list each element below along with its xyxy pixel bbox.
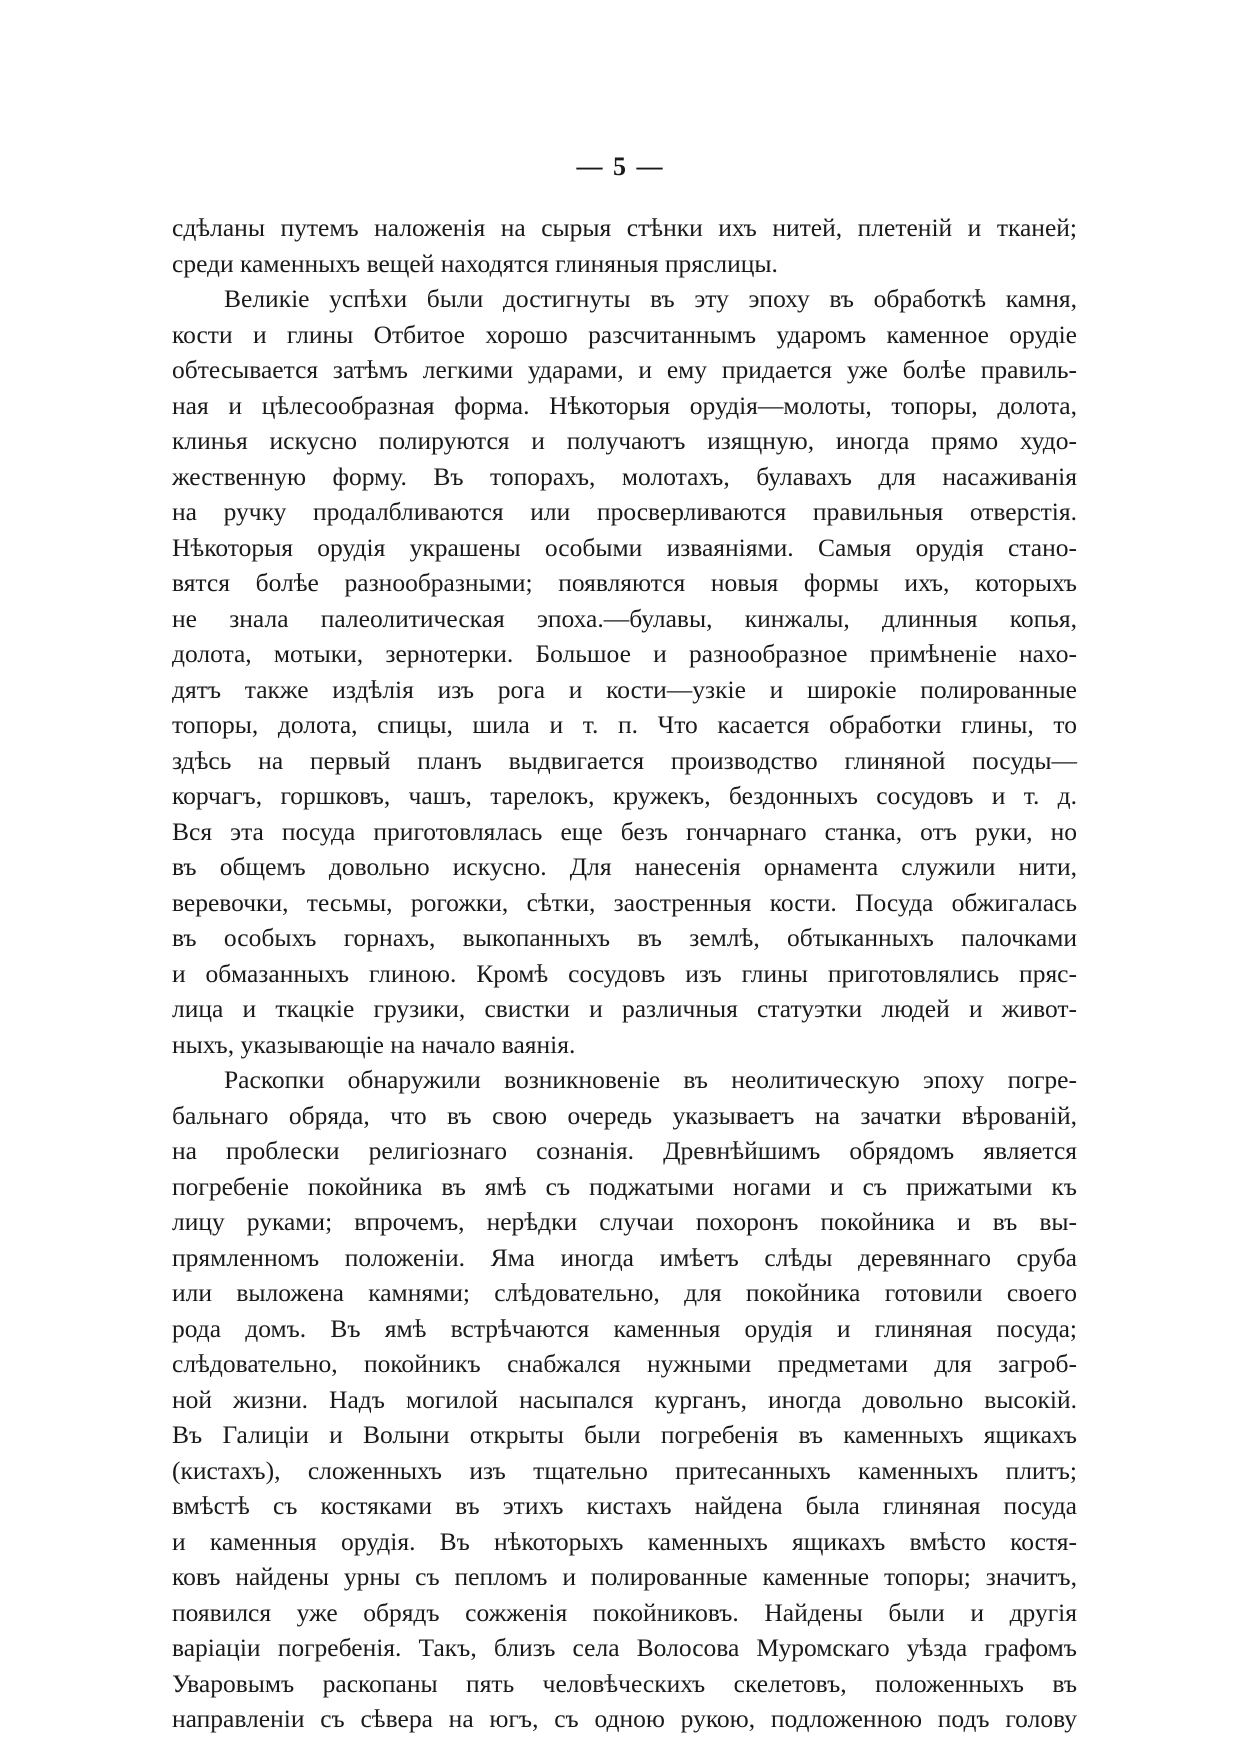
text-line: Великіе успѣхи были достигнуты въ эту эпоху въ обработкѣ камня,: [224, 284, 1077, 313]
page-number: — 5 —: [576, 152, 665, 181]
text-line: здѣсь на первый планъ выдвигается производство глиняной посуды—: [172, 745, 1077, 775]
text-line: на ручку продалбливаются или просверливаются правильныя отверстія.: [172, 497, 1077, 526]
text-line: клинья искусно полируются и получаютъ изящную, иногда прямо худо-: [172, 426, 1077, 455]
text-line: лица и ткацкіе грузики, свистки и различныя статуэтки людей и живот-: [172, 994, 1077, 1023]
text-line: ковъ найдены урны съ пепломъ и полированные каменные топоры; значитъ,: [172, 1562, 1077, 1591]
text-line: слѣдовательно, покойникъ снабжался нужными предметами для загроб-: [172, 1349, 1077, 1378]
body-text: [172, 210, 1077, 1737]
text-line: (кистахъ), сложенныхъ изъ тщательно притесанныхъ каменныхъ плитъ;: [172, 1455, 1077, 1485]
text-line: долота, мотыки, зернотерки. Большое и разнообразное примѣненіе нахо-: [172, 639, 1077, 668]
text-line: направленіи съ сѣвера на югъ, съ одною рукою, подложенною подъ голову: [172, 1704, 1077, 1733]
paragraph-1: [172, 210, 1077, 281]
text-line: на проблески религіознаго сознанія. Древнѣйшимъ обрядомъ является: [172, 1136, 1077, 1165]
text-line: и каменныя орудія. Въ нѣкоторыхъ каменныхъ ящикахъ вмѣсто костя-: [172, 1526, 1077, 1556]
text-line: Нѣкоторыя орудія украшены особыми изваяніями. Самыя орудія стано-: [172, 532, 1077, 562]
text-line: и обмазанныхъ глиною. Кромѣ сосудовъ изъ глины приготовлялись пряс-: [172, 958, 1077, 988]
text-line: варіаціи погребенія. Такъ, близъ села Волосова Муромскаго уѣзда графомъ: [172, 1633, 1077, 1662]
text-line: лицу руками; впрочемъ, нерѣдки случаи похоронъ покойника и въ вы-: [172, 1207, 1077, 1236]
text-line: появился уже обрядъ сожженія покойниковъ. Найдены были и другія: [172, 1597, 1077, 1627]
text-line: веревочки, тесьмы, рогожки, сѣтки, заостренныя кости. Посуда обжигалась: [172, 887, 1077, 917]
text-line: сдѣланы путемъ наложенія на сырыя стѣнки ихъ нитей, плетеній и тканей;: [172, 213, 1077, 242]
text-line: рода домъ. Въ ямѣ встрѣчаются каменныя орудія и глиняная посуда;: [172, 1313, 1077, 1343]
text-line: Раскопки обнаружили возникновеніе въ неолитическую эпоху погре-: [224, 1065, 1077, 1094]
paragraph-3: [172, 1062, 1077, 1737]
text-line: среди каменныхъ вещей находятся глиняныя пряслицы.: [172, 248, 778, 278]
text-line: ной жизни. Надъ могилой насыпался курганъ, иногда довольно высокій.: [172, 1384, 1077, 1414]
text-line: ныхъ, указывающіе на начало ваянія.: [172, 1029, 576, 1059]
text-line: бальнаго обряда, что въ свою очередь указываетъ на зачатки вѣрованій,: [172, 1100, 1077, 1130]
text-line: кости и глины Отбитое хорошо разсчитаннымъ ударомъ каменное орудіе: [172, 319, 1077, 349]
text-line: жественную форму. Въ топорахъ, молотахъ, булавахъ для насаживанія: [172, 461, 1077, 491]
text-line: дятъ также издѣлія изъ рога и кости—узкіе и широкіе полированные: [172, 674, 1077, 704]
text-line: не знала палеолитическая эпоха.—булавы, кинжалы, длинныя копья,: [172, 603, 1077, 633]
text-line: въ общемъ довольно искусно. Для нанесенія орнамента служили нити,: [172, 852, 1077, 881]
text-line: въ особыхъ горнахъ, выкопанныхъ въ землѣ, обтыканныхъ палочками: [172, 923, 1077, 952]
text-line: или выложена камнями; слѣдовательно, для покойника готовили своего: [172, 1278, 1077, 1307]
text-line: ная и цѣлесообразная форма. Нѣкоторыя орудія—молоты, топоры, долота,: [172, 390, 1077, 420]
text-line: прямленномъ положеніи. Яма иногда имѣетъ слѣды деревяннаго сруба: [172, 1242, 1077, 1272]
text-line: корчагъ, горшковъ, чашъ, тарелокъ, кружекъ, бездонныхъ сосудовъ и т. д.: [172, 781, 1077, 810]
paragraph-2: [172, 281, 1077, 1062]
text-line: вятся болѣе разнообразными; появляются новыя формы ихъ, которыхъ: [172, 568, 1077, 597]
text-line: Вся эта посуда приготовлялась еще безъ гончарнаго станка, отъ руки, но: [172, 816, 1077, 846]
text-line: топоры, долота, спицы, шила и т. п. Что касается обработки глины, то: [172, 710, 1077, 739]
text-line: погребеніе покойника въ ямѣ съ поджатыми ногами и съ прижатыми къ: [172, 1171, 1077, 1201]
text-line: Уваровымъ раскопаны пять человѣческихъ скелетовъ, положенныхъ въ: [172, 1668, 1077, 1698]
text-line: вмѣстѣ съ костяками въ этихъ кистахъ найдена была глиняная посуда: [172, 1491, 1077, 1520]
text-line: обтесывается затѣмъ легкими ударами, и ему придается уже болѣе правиль-: [172, 355, 1077, 384]
text-line: Въ Галиціи и Волыни открыты были погребенія въ каменныхъ ящикахъ: [172, 1420, 1077, 1449]
